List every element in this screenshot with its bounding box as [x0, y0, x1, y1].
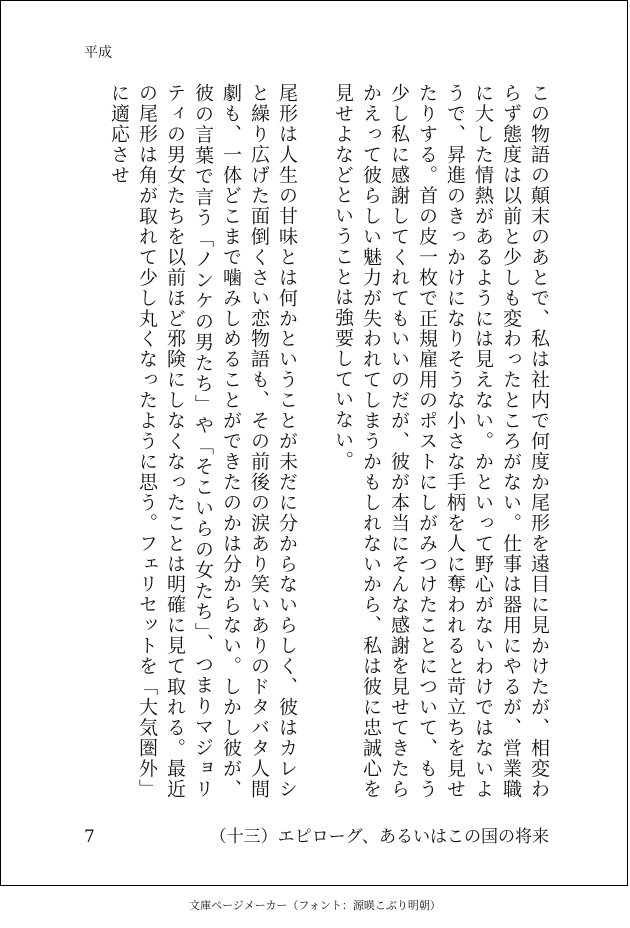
- vertical-body-text: [75, 83, 553, 799]
- paragraph-2: 尾形は人生の甘味とは何かということが未だに分からないらしく、彼はカレシと繰り広げた面倒くさい恋物語も、その前後の涙あり笑いありのドタバタ人間劇も、一体どこまで噛みしめることができたのかは分からない。しかし彼が、彼の言葉で言う「ノンケの男たち」や「そこいらの女たち」、つまりマジョリティの男女たちを以前ほど邪険にしなくなったことは明確に見て取れる。最近の尾形は角が取れて少し丸くなったように思う。フェリセットを「大気圏外」に適応させ: [108, 83, 298, 799]
- footer-credit: 文庫ページメーカー（フォント：源暎こぶり明朝）: [189, 899, 441, 912]
- chapter-title: （十三）エピローグ、あるいはこの国の将来: [209, 827, 549, 847]
- paragraph-1: この物語の顛末のあとで、私は社内で何度か尾形を遠目に見かけたが、相変わらず態度は以前と少しも変わったところがない。仕事は器用にやるが、営業職に大した情熱があるようには見えない。かといって野心がないわけではないようで、昇進のきっかけになりそうな小さな手柄を人に奪われると苛立ちを見せたりする。首の皮一枚で正規雇用のポストにしがみつけたことについて、もう少し私に感謝してくれてもいいのだが、彼が本当にそんな感謝を見せてきたらかえって彼らしい魅力が失われてしまうかもしれないから、私は彼に忠誠心を見せよなどということは強要していない。: [332, 83, 550, 799]
- page-number: 7: [84, 827, 95, 847]
- running-head: 平成: [84, 45, 112, 61]
